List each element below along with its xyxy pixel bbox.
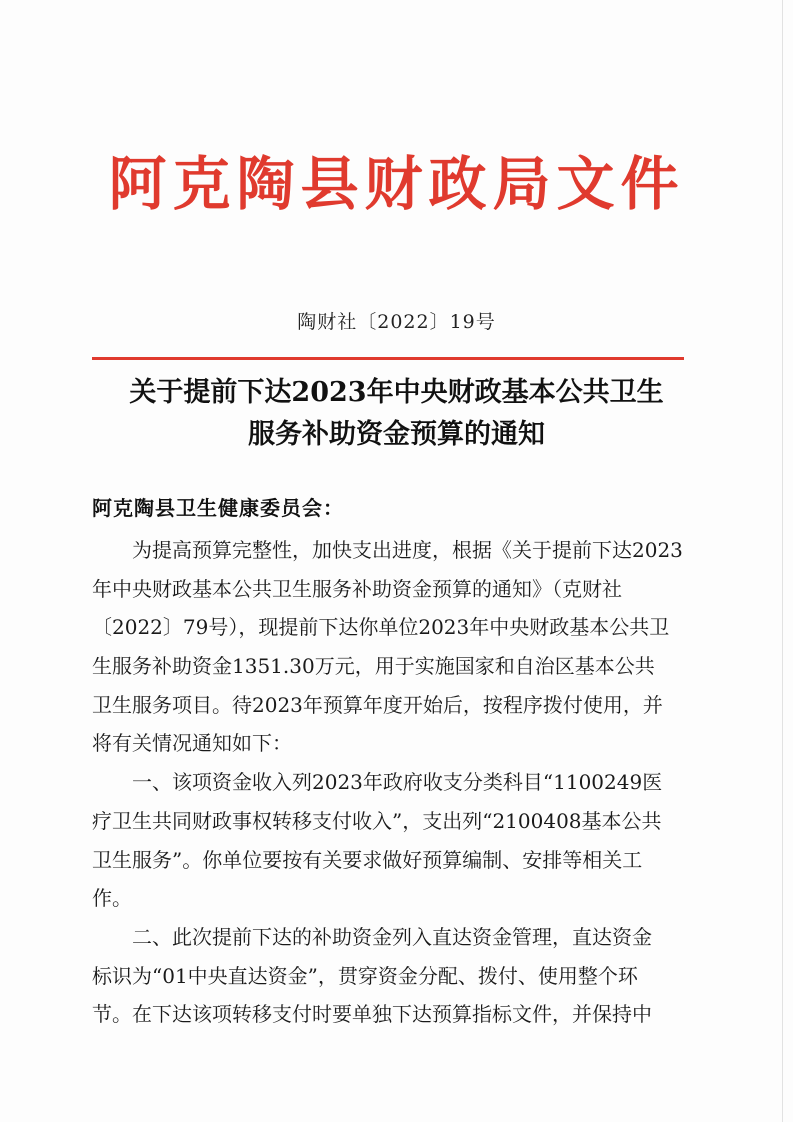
body-line: 〔2022〕79号），现提前下达你单位2023年中央财政基本公共卫 bbox=[92, 615, 670, 640]
body-line: 卫生服务项目。待2023年预算年度开始后，按程序拨付使用，并 bbox=[92, 692, 663, 717]
body-line: 生服务补助资金1351.30万元，用于实施国家和自治区基本公共 bbox=[92, 654, 655, 679]
body-line: 疗卫生共同财政事权转移支付收入”，支出列“2100408基本公共 bbox=[92, 808, 662, 833]
document-header-title: 阿克陶县财政局文件 bbox=[108, 150, 685, 218]
document-subject bbox=[0, 372, 793, 456]
body-line: 年中央财政基本公共卫生服务补助资金预算的通知》（克财社 bbox=[92, 576, 622, 601]
body-line: 节。在下达该项转移支付时要单独下达预算指标文件，并保持中 bbox=[92, 1002, 652, 1027]
body-line: 将有关情况通知如下： bbox=[92, 731, 292, 756]
body-line: 为提高预算完整性，加快支出进度，根据《关于提前下达2023 bbox=[132, 538, 683, 562]
subject-line-2: 服务补助资金预算的通知 bbox=[248, 419, 545, 450]
red-divider-rule bbox=[92, 357, 684, 360]
addressee: 阿克陶县卫生健康委员会： bbox=[92, 496, 344, 520]
body-line: 二、此次提前下达的补助资金列入直达资金管理，直达资金 bbox=[132, 924, 652, 949]
body-text bbox=[92, 531, 692, 1034]
body-line: 标识为“01中央直达资金”，贯穿资金分配、拨付、使用整个环 bbox=[92, 963, 638, 988]
body-line: 一、该项资金收入列2023年政府收支分类科目“1100249医 bbox=[132, 770, 663, 795]
body-line: 卫生服务”。你单位要按有关要求做好预算编制、安排等相关工 bbox=[92, 847, 643, 872]
subject-line-1: 关于提前下达2023年中央财政基本公共卫生 bbox=[129, 377, 664, 408]
body-line: 作。 bbox=[92, 886, 132, 911]
document-number: 陶财社〔2022〕19号 bbox=[297, 311, 496, 333]
